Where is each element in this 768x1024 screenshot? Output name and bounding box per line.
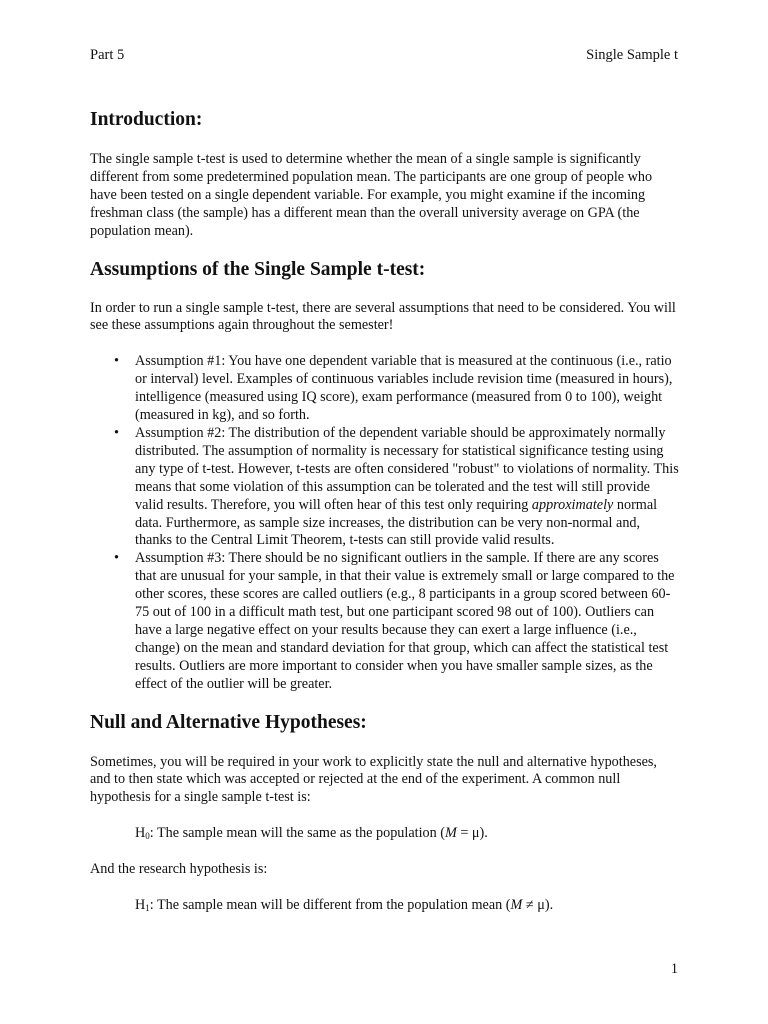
null-hypothesis-relation: = μ xyxy=(456,825,480,842)
alternative-hypothesis-text: : The sample mean will be different from the population mean ( xyxy=(149,897,511,914)
assumption-text: Assumption #1: You have one dependent variable that is measured at the continuous (i.e., ratio or interval) level. Examples of continuous variables include revision time (measured in hours), intelligence (measured using IQ score), exam performance (measured from 0 to 100), weight (measured in kg), and so forth. xyxy=(135,353,673,424)
alternative-hypothesis-subscript: 1 xyxy=(145,903,150,914)
assumption-item-1 xyxy=(114,353,680,425)
assumption-text-after: normal data. Furthermore, as sample size increases, the distribution can be very non-normal and, thanks to the Central Limit Theorem, t-tests can still provide valid results. xyxy=(135,496,658,549)
assumption-item-3 xyxy=(114,550,680,693)
assumption-emphasis: approximately xyxy=(531,496,614,513)
bullet-icon: • xyxy=(114,550,119,567)
assumption-text-before: Assumption #2: The distribution of the dependent variable should be approximately normally distributed. The assumption of normality is necessary for statistical significance testing using any type of t-test. However, t-tests are often considered "robust" to violations of normality. This means that some violation of this assumption can be tolerated and the test will still provide valid results. Therefore, you will often hear of this test only requiring xyxy=(135,424,679,513)
null-hypothesis-text: : The sample mean will the same as the population ( xyxy=(149,825,445,842)
assumption-text: Assumption #3: There should be no significant outliers in the sample. If there are any scores that are unusual for your sample, in that their value is extremely small or large compared to the other scores, these scores are called outliers (e.g., 8 participants in a group scored between 60-75 out of 100 in a difficult math test, but one participant scored 98 out of 100). Outliers can have a large negative effect on your results because they can exert a large influence (i.e., change) on the mean and standard deviation for that group, which can affect the statistical test results. Outliers are more important to consider when you have smaller sample sizes, as the effect of the outlier will be greater. xyxy=(135,550,675,692)
alternative-hypothesis xyxy=(90,897,680,915)
alternative-hypothesis-variable: M xyxy=(510,897,523,914)
alternative-hypothesis-close: ). xyxy=(544,897,554,914)
page-number: 1 xyxy=(670,961,678,977)
research-hypothesis-intro: And the research hypothesis is: xyxy=(90,861,268,878)
alternative-hypothesis-symbol: H xyxy=(135,897,146,914)
assumption-item-2 xyxy=(114,424,680,550)
assumptions-list xyxy=(90,353,680,693)
header-part-label: Part 5 xyxy=(90,47,125,63)
introduction-paragraph: The single sample t-test is used to determine whether the mean of a single sample is significantly different from some predetermined population mean. The participants are one group of people who have been tested on a single dependent variable. For example, you might examine if the incoming freshman class (the sample) has a different mean than the overall university average on GPA (the population mean). xyxy=(90,151,653,239)
document-body xyxy=(90,108,680,933)
bullet-icon: • xyxy=(114,353,119,370)
header-section-title: Single Sample t xyxy=(586,47,678,63)
null-hypothesis-close: ). xyxy=(479,825,488,842)
hypotheses-intro-paragraph: Sometimes, you will be required in your work to explicitly state the null and alternative hypotheses, and to then state which was accepted or rejected at the end of the experiment. A common null hypothesis for a single sample t-test is: xyxy=(90,753,657,806)
null-hypothesis-variable: M xyxy=(445,825,457,842)
alternative-hypothesis-relation: ≠ μ xyxy=(522,897,545,914)
null-hypothesis-subscript: 0 xyxy=(145,831,150,842)
introduction-heading: Introduction: xyxy=(90,109,203,130)
null-hypothesis-symbol: H xyxy=(135,825,146,842)
bullet-icon: • xyxy=(114,424,119,441)
assumptions-intro-paragraph: In order to run a single sample t-test, there are several assumptions that need to be considered. You will see these assumptions again throughout the semester! xyxy=(90,299,676,334)
null-hypothesis xyxy=(90,825,680,843)
hypotheses-heading: Null and Alternative Hypotheses: xyxy=(90,711,367,733)
assumptions-heading: Assumptions of the Single Sample t-test: xyxy=(90,258,426,280)
